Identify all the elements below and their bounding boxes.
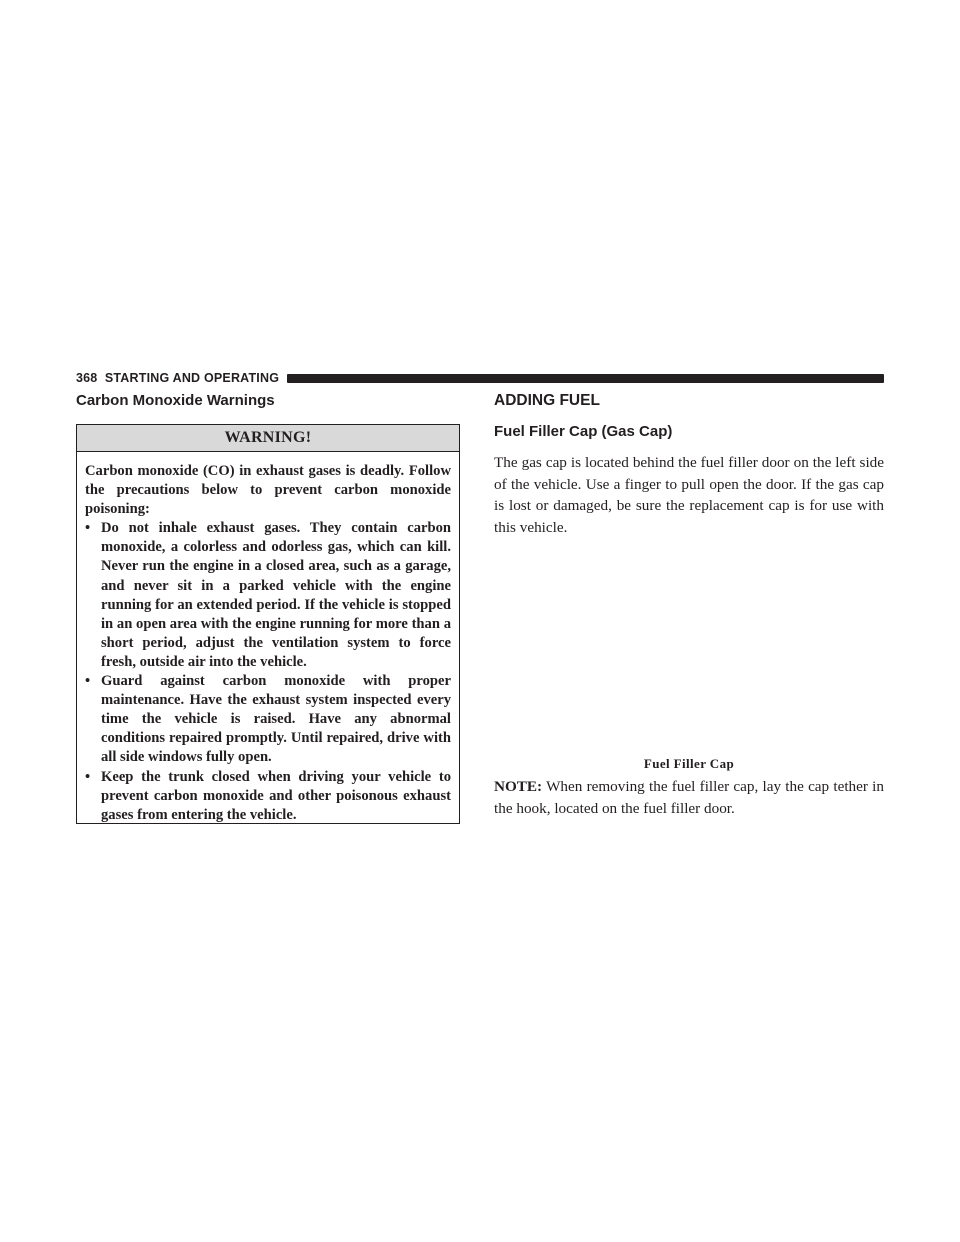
warning-intro: Carbon monoxide (CO) in exhaust gases is deadly. Follow the precautions below to prevent carbon monoxide poisoning: [85,463,451,518]
bullet-icon: • [85,768,91,785]
warning-title: WARNING! [77,425,459,452]
warning-list [85,519,451,825]
header-rule [287,374,884,383]
page-header [76,371,884,385]
warning-bullet-item [85,768,451,825]
figure-caption: Fuel Filler Cap [643,756,735,771]
left-column [76,392,462,823]
warning-bullet-text: Keep the trunk closed when driving your vehicle to prevent carbon monoxide and other poisonous exhaust gases from entering the vehicle. [101,768,451,823]
note-text: When removing the fuel filler cap, lay the cap tether in the hook, located on the fuel filler door. [494,778,884,817]
right-column [494,392,884,817]
bullet-icon: • [85,520,91,537]
warning-body [77,452,459,825]
section-heading-co: Carbon Monoxide Warnings [76,392,275,409]
warning-box [76,424,460,824]
warning-bullet-item [85,672,451,767]
warning-bullet-text: Do not inhale exhaust gases. They contain carbon monoxide, a colorless and odorless gas, which can kill. Never run the engine in a closed area, such as a garage, and never sit in a parked vehicle with the engine running for an extended period. If the vehicle is stopped in an open area with the engine running for more than a short period, adjust the ventilation system to force fresh, outside air into the vehicle. [101,520,451,670]
section-heading-adding-fuel: ADDING FUEL [494,392,600,409]
warning-bullet-item [85,519,451,672]
note-label: NOTE: [494,778,543,795]
fuel-filler-cap-figure [494,542,884,742]
warning-bullet-text: Guard against carbon monoxide with proper maintenance. Have the exhaust system inspected every time the vehicle is raised. Have any abnormal conditions repaired promptly. Until repaired, drive with all side windows fully open. [101,673,451,766]
note-paragraph [494,776,884,819]
subheading-fuel-cap: Fuel Filler Cap (Gas Cap) [494,423,673,440]
page-number-section [76,371,279,385]
section-title: STARTING AND OPERATING [104,371,280,385]
fuel-cap-paragraph: The gas cap is located behind the fuel filler door on the left side of the vehicle. Use a finger to pull open the door. If the gas cap is lost or damaged, be sure the replacement cap is for use with this vehicle. [494,454,884,536]
page-number: 368 [76,371,98,385]
bullet-icon: • [85,673,91,690]
